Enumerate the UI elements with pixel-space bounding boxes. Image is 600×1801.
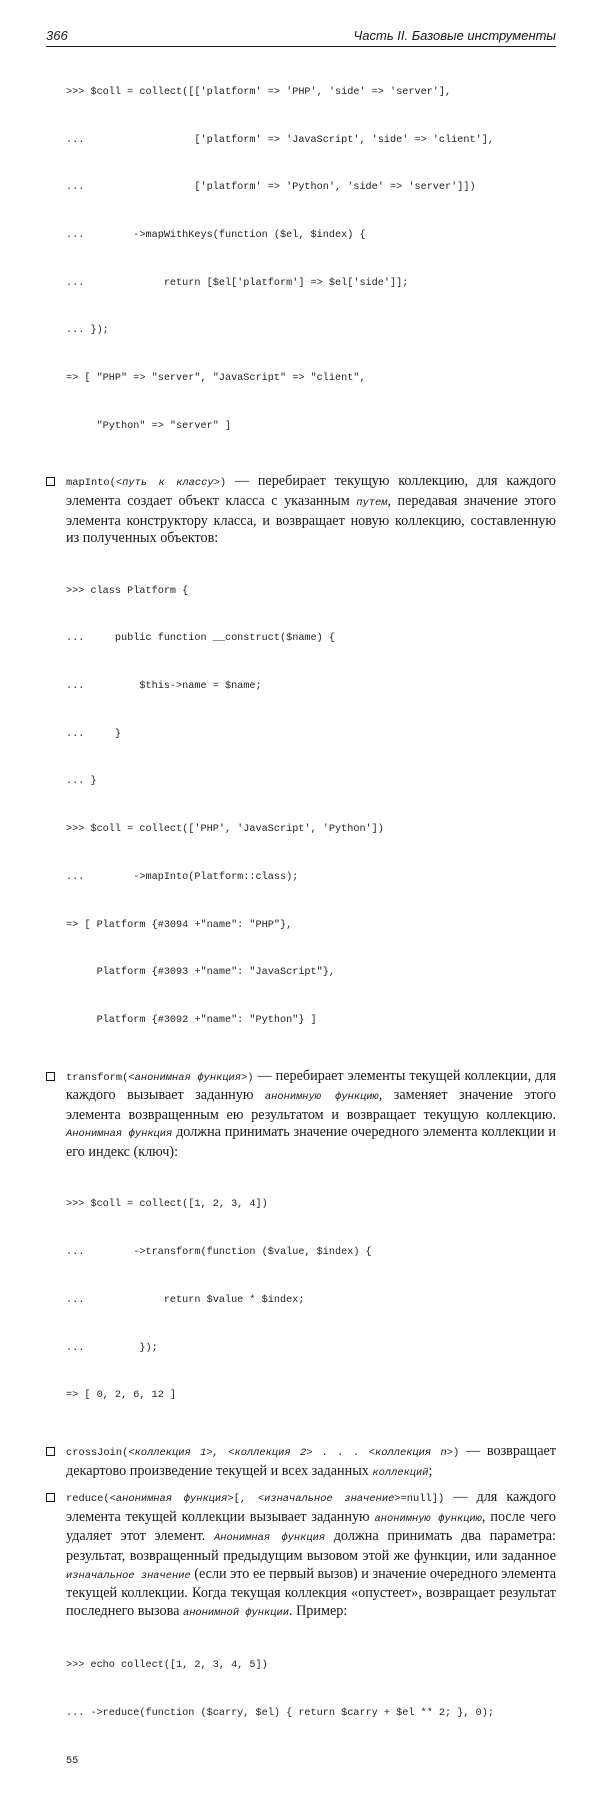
code-block-reduce <box>66 1626 556 1801</box>
code-line: => [ "PHP" => "server", "JavaScript" => "client", <box>66 373 366 385</box>
description-text: , заменяет значение этого элемента возвращенным ею результатом и возвращает текущую коллекцию. <box>66 1087 556 1123</box>
page-header <box>46 26 556 47</box>
method-argument: <коллекция 1>, <коллекция 2> . . . <коллекция n> <box>128 1446 454 1459</box>
method-argument: <изначальное значение> <box>257 1493 401 1506</box>
list-item-transform <box>46 1068 556 1162</box>
code-line: ... }); <box>66 1342 158 1354</box>
argument-reference: путем <box>356 497 388 510</box>
code-line: ... return [$el['platform'] => $el['side']]; <box>66 277 409 289</box>
code-line: ... ->reduce(function ($carry, $el) { return $carry + $el ** 2; }, 0); <box>66 1707 494 1719</box>
method-close: ) <box>453 1446 460 1459</box>
code-block-mapwithkeys <box>66 53 556 466</box>
description-text: — возвращает декартово произведение текущей и всех заданных <box>66 1442 556 1479</box>
code-line: >>> class Platform { <box>66 585 189 597</box>
checkbox-bullet-icon <box>46 1493 55 1502</box>
method-argument: <путь к классу> <box>115 477 220 490</box>
code-block-mapinto <box>66 552 556 1061</box>
method-separator: [, <box>233 1493 258 1506</box>
method-close: ) <box>219 477 227 490</box>
description-text: должна принимать два параметра: результат, возвращенный предыдущим вызовом этой же функции, или заданное <box>66 1528 556 1564</box>
method-name: reduce( <box>66 1493 110 1506</box>
description-text: — для каждого элемента текущей коллекции вызывает заданную <box>66 1489 556 1525</box>
code-line: 55 <box>66 1755 79 1767</box>
description-text: должна принимать значение очередного элемента коллекции и его индекс (ключ): <box>66 1124 556 1161</box>
code-line: ... ->transform(function ($value, $index) { <box>66 1247 372 1259</box>
page-number: 366 <box>46 28 68 43</box>
code-line: ... ->mapInto(Platform::class); <box>66 871 299 883</box>
method-argument: <анонимная функция> <box>128 1071 248 1084</box>
description-text: — перебирает элементы текущей коллекции, для каждого вызывает заданную <box>66 1067 556 1104</box>
argument-reference: коллекций <box>372 1466 429 1479</box>
checkbox-bullet-icon <box>46 1447 55 1456</box>
code-line: >>> $coll = collect([1, 2, 3, 4]) <box>66 1199 268 1211</box>
code-line: >>> $coll = collect([['platform' => 'PHP', 'side' => 'server'], <box>66 86 452 98</box>
method-name: transform( <box>66 1071 129 1084</box>
checkbox-bullet-icon <box>46 477 55 486</box>
description-text: (если это ее первый вызов) и значение очередного элемента текущей коллекции. Когда текущая коллекция «опустеет», возвращает результат последнего вызова <box>66 1565 557 1619</box>
method-argument: <анонимная функция> <box>109 1493 234 1506</box>
method-close: ) <box>247 1071 254 1084</box>
code-line: >>> $coll = collect(['PHP', 'JavaScript', 'Python']) <box>66 824 384 836</box>
method-close: =null]) <box>400 1493 445 1506</box>
code-line: ... public function __construct($name) { <box>66 633 335 645</box>
code-line: Platform {#3092 +"name": "Python"} ] <box>66 1014 317 1026</box>
code-line: ... ['platform' => 'JavaScript', 'side' => 'client'], <box>66 134 494 146</box>
code-line: => [ Platform {#3094 +"name": "PHP"}, <box>66 919 293 931</box>
argument-reference: Анонимная функция <box>66 1128 173 1141</box>
description-text: . Пример: <box>288 1602 348 1619</box>
argument-reference: анонимную функцию <box>264 1091 379 1104</box>
code-line: Platform {#3093 +"name": "JavaScript"}, <box>66 967 335 979</box>
method-name: crossJoin( <box>66 1446 129 1459</box>
list-item-mapinto <box>46 473 556 547</box>
description-text: , после чего удаляет этот элемент. <box>66 1508 556 1545</box>
book-page <box>46 26 556 1801</box>
code-line: "Python" => "server" ] <box>66 420 232 432</box>
code-line: => [ 0, 2, 6, 12 ] <box>66 1390 177 1402</box>
running-title: Часть II. Базовые инструменты <box>353 28 556 43</box>
description-text: — перебирает текущую коллекцию, для каждого элемента создает объект класса с указанным <box>66 473 556 510</box>
code-block-transform <box>66 1166 556 1436</box>
code-line: ... ->mapWithKeys(function ($el, $index) { <box>66 229 366 241</box>
code-line: ... $this->name = $name; <box>66 681 262 693</box>
code-line: ... } <box>66 776 97 788</box>
list-item-reduce <box>46 1489 556 1622</box>
code-line: ... } <box>66 728 122 740</box>
description-text: , передавая значение этого элемента конструктору класса, и возвращает новую коллекцию, составленную из полученных объектов: <box>66 493 556 547</box>
description-text: ; <box>428 1462 433 1479</box>
checkbox-bullet-icon <box>46 1072 55 1081</box>
code-line: ... }); <box>66 325 109 337</box>
list-item-crossjoin <box>46 1443 556 1482</box>
argument-reference: Анонимная функция <box>213 1532 326 1545</box>
argument-reference: анонимной функции <box>182 1606 289 1619</box>
code-line: ... ['platform' => 'Python', 'side' => 'server']]) <box>66 182 476 194</box>
argument-reference: изначальное значение <box>66 1569 191 1582</box>
argument-reference: анонимную функцию <box>374 1512 482 1525</box>
method-name: mapInto( <box>66 477 116 490</box>
code-line: >>> echo collect([1, 2, 3, 4, 5]) <box>66 1660 268 1672</box>
code-line: ... return $value * $index; <box>66 1294 305 1306</box>
